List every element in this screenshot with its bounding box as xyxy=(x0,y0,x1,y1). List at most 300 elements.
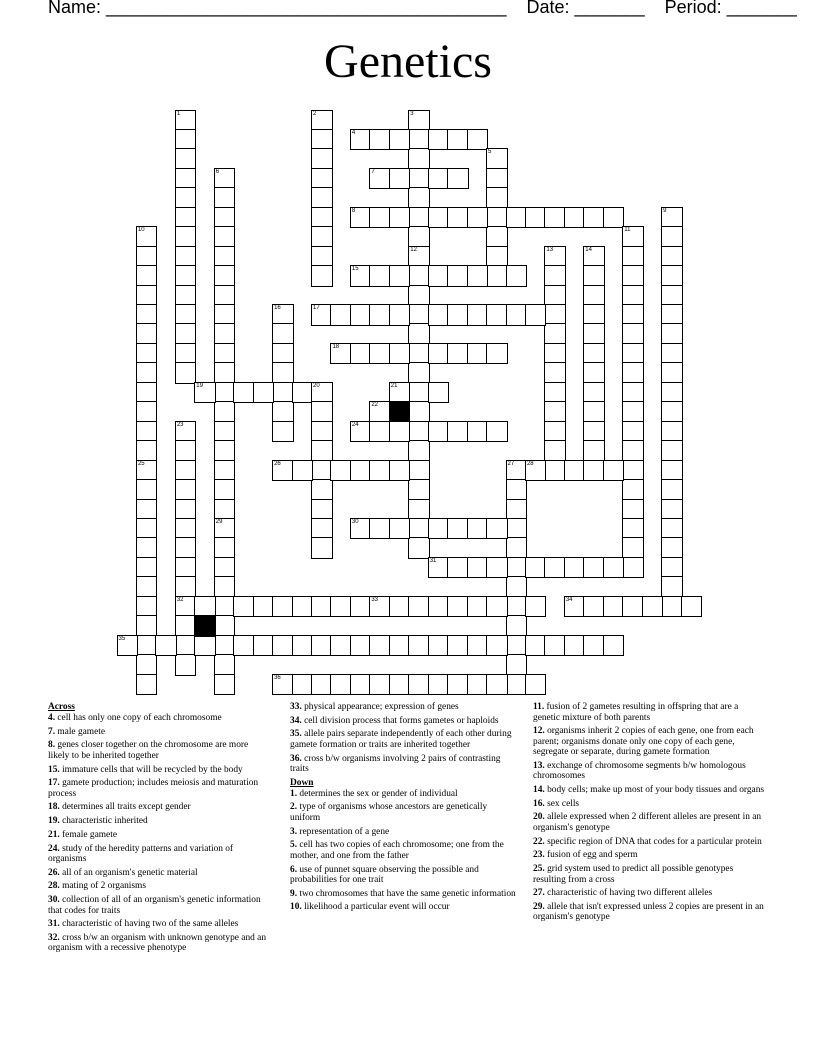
crossword-cell[interactable] xyxy=(272,635,294,657)
crossword-cell[interactable] xyxy=(583,362,605,384)
crossword-cell[interactable] xyxy=(136,576,158,598)
crossword-cell[interactable] xyxy=(136,596,158,618)
crossword-cell[interactable] xyxy=(272,421,294,443)
crossword-cell[interactable] xyxy=(447,518,469,540)
crossword-cell[interactable] xyxy=(311,246,333,268)
crossword-cell[interactable] xyxy=(311,148,333,170)
crossword-cell[interactable] xyxy=(583,557,605,579)
crossword-cell[interactable] xyxy=(214,323,236,345)
crossword-cell[interactable] xyxy=(447,343,469,365)
crossword-cell[interactable] xyxy=(428,265,450,287)
crossword-cell[interactable] xyxy=(136,518,158,540)
crossword-cell[interactable] xyxy=(175,148,197,170)
crossword-cell[interactable] xyxy=(272,362,294,384)
crossword-cell[interactable] xyxy=(447,674,469,696)
crossword-cell[interactable] xyxy=(175,110,197,132)
crossword-cell[interactable] xyxy=(214,654,236,676)
crossword-cell[interactable] xyxy=(583,265,605,287)
crossword-cell[interactable] xyxy=(486,148,508,170)
crossword-cell[interactable] xyxy=(408,304,430,326)
crossword-cell[interactable] xyxy=(603,596,625,618)
crossword-cell[interactable] xyxy=(583,382,605,404)
crossword-cell[interactable] xyxy=(175,226,197,248)
crossword-cell[interactable] xyxy=(408,362,430,384)
crossword-cell[interactable] xyxy=(214,421,236,443)
crossword-cell[interactable] xyxy=(214,246,236,268)
crossword-cell[interactable] xyxy=(272,323,294,345)
crossword-cell[interactable] xyxy=(467,129,489,151)
crossword-cell[interactable] xyxy=(583,246,605,268)
crossword-cell[interactable] xyxy=(272,460,294,482)
crossword-cell[interactable] xyxy=(661,207,683,229)
crossword-cell[interactable] xyxy=(369,674,391,696)
crossword-cell[interactable] xyxy=(350,207,372,229)
crossword-cell[interactable] xyxy=(506,654,528,676)
crossword-cell[interactable] xyxy=(272,401,294,423)
crossword-cell[interactable] xyxy=(214,499,236,521)
crossword-cell[interactable] xyxy=(136,674,158,696)
crossword-cell[interactable] xyxy=(350,343,372,365)
crossword-cell[interactable] xyxy=(389,518,411,540)
crossword-cell[interactable] xyxy=(233,635,255,657)
crossword-cell[interactable] xyxy=(622,323,644,345)
period-blank[interactable]: _______ xyxy=(726,0,797,17)
crossword-cell[interactable] xyxy=(525,304,547,326)
crossword-cell[interactable] xyxy=(486,168,508,190)
crossword-cell[interactable] xyxy=(214,168,236,190)
crossword-cell[interactable] xyxy=(622,518,644,540)
crossword-cell[interactable] xyxy=(369,304,391,326)
crossword-cell[interactable] xyxy=(330,674,352,696)
crossword-cell[interactable] xyxy=(428,635,450,657)
crossword-cell[interactable] xyxy=(544,207,566,229)
crossword-cell[interactable] xyxy=(467,304,489,326)
crossword-cell[interactable] xyxy=(389,596,411,618)
crossword-cell[interactable] xyxy=(292,382,314,404)
crossword-cell[interactable] xyxy=(525,674,547,696)
crossword-cell[interactable] xyxy=(661,576,683,598)
crossword-cell[interactable] xyxy=(214,518,236,540)
crossword-cell[interactable] xyxy=(311,129,333,151)
crossword-cell[interactable] xyxy=(447,168,469,190)
crossword-cell[interactable] xyxy=(408,187,430,209)
crossword-cell[interactable] xyxy=(311,226,333,248)
crossword-cell[interactable] xyxy=(350,635,372,657)
crossword-cell[interactable] xyxy=(661,518,683,540)
crossword-cell[interactable] xyxy=(369,421,391,443)
crossword-cell[interactable] xyxy=(525,635,547,657)
crossword-cell[interactable] xyxy=(661,479,683,501)
crossword-cell[interactable] xyxy=(506,499,528,521)
crossword-cell[interactable] xyxy=(311,440,333,462)
crossword-cell[interactable] xyxy=(408,421,430,443)
crossword-cell[interactable] xyxy=(117,635,139,657)
crossword-cell[interactable] xyxy=(447,557,469,579)
crossword-cell[interactable] xyxy=(661,499,683,521)
crossword-cell[interactable] xyxy=(311,479,333,501)
crossword-cell[interactable] xyxy=(175,168,197,190)
crossword-cell[interactable] xyxy=(175,343,197,365)
crossword-cell[interactable] xyxy=(622,440,644,462)
crossword-cell[interactable] xyxy=(622,343,644,365)
crossword-cell[interactable] xyxy=(194,382,216,404)
crossword-cell[interactable] xyxy=(389,168,411,190)
crossword-cell[interactable] xyxy=(467,518,489,540)
crossword-cell[interactable] xyxy=(272,304,294,326)
date-blank[interactable]: _______ xyxy=(574,0,645,17)
crossword-cell[interactable] xyxy=(622,499,644,521)
crossword-cell[interactable] xyxy=(544,304,566,326)
crossword-cell[interactable] xyxy=(506,518,528,540)
crossword-cell[interactable] xyxy=(311,168,333,190)
crossword-cell[interactable] xyxy=(506,596,528,618)
crossword-cell[interactable] xyxy=(603,207,625,229)
name-blank[interactable]: ________________________________________ xyxy=(106,0,507,17)
crossword-cell[interactable] xyxy=(136,460,158,482)
crossword-cell[interactable] xyxy=(408,110,430,132)
crossword-cell[interactable] xyxy=(175,304,197,326)
crossword-cell[interactable] xyxy=(136,401,158,423)
crossword-cell[interactable] xyxy=(544,401,566,423)
crossword-cell[interactable] xyxy=(350,129,372,151)
crossword-cell[interactable] xyxy=(214,537,236,559)
crossword-cell[interactable] xyxy=(214,674,236,696)
crossword-cell[interactable] xyxy=(544,246,566,268)
crossword-cell[interactable] xyxy=(175,421,197,443)
crossword-cell[interactable] xyxy=(486,304,508,326)
crossword-cell[interactable] xyxy=(661,440,683,462)
crossword-cell[interactable] xyxy=(661,557,683,579)
crossword-cell[interactable] xyxy=(408,635,430,657)
crossword-cell[interactable] xyxy=(311,499,333,521)
crossword-cell[interactable] xyxy=(175,596,197,618)
crossword-cell[interactable] xyxy=(583,460,605,482)
crossword-cell[interactable] xyxy=(506,479,528,501)
crossword-cell[interactable] xyxy=(311,674,333,696)
crossword-cell[interactable] xyxy=(583,323,605,345)
crossword-cell[interactable] xyxy=(661,362,683,384)
crossword-cell[interactable] xyxy=(136,265,158,287)
crossword-cell[interactable] xyxy=(175,207,197,229)
crossword-cell[interactable] xyxy=(136,499,158,521)
crossword-cell[interactable] xyxy=(622,246,644,268)
crossword-cell[interactable] xyxy=(136,440,158,462)
crossword-cell[interactable] xyxy=(214,615,236,637)
crossword-cell[interactable] xyxy=(467,635,489,657)
crossword-cell[interactable] xyxy=(428,596,450,618)
crossword-cell[interactable] xyxy=(350,421,372,443)
crossword-cell[interactable] xyxy=(447,207,469,229)
crossword-cell[interactable] xyxy=(486,674,508,696)
crossword-cell[interactable] xyxy=(467,343,489,365)
crossword-cell[interactable] xyxy=(389,421,411,443)
crossword-cell[interactable] xyxy=(253,596,275,618)
crossword-cell[interactable] xyxy=(369,518,391,540)
crossword-cell[interactable] xyxy=(194,635,216,657)
crossword-cell[interactable] xyxy=(311,518,333,540)
crossword-cell[interactable] xyxy=(583,207,605,229)
crossword-cell[interactable] xyxy=(544,635,566,657)
crossword-cell[interactable] xyxy=(467,421,489,443)
crossword-cell[interactable] xyxy=(311,421,333,443)
crossword-cell[interactable] xyxy=(622,401,644,423)
crossword-cell[interactable] xyxy=(583,285,605,307)
crossword-cell[interactable] xyxy=(408,207,430,229)
crossword-cell[interactable] xyxy=(136,362,158,384)
crossword-cell[interactable] xyxy=(330,304,352,326)
crossword-cell[interactable] xyxy=(389,382,411,404)
crossword-cell[interactable] xyxy=(603,460,625,482)
crossword-cell[interactable] xyxy=(369,460,391,482)
crossword-cell[interactable] xyxy=(253,382,275,404)
crossword-cell[interactable] xyxy=(506,576,528,598)
crossword-cell[interactable] xyxy=(389,265,411,287)
crossword-cell[interactable] xyxy=(408,440,430,462)
crossword-cell[interactable] xyxy=(544,323,566,345)
crossword-cell[interactable] xyxy=(408,246,430,268)
crossword-cell[interactable] xyxy=(350,596,372,618)
crossword-cell[interactable] xyxy=(486,207,508,229)
crossword-cell[interactable] xyxy=(408,285,430,307)
crossword-cell[interactable] xyxy=(175,285,197,307)
crossword-cell[interactable] xyxy=(622,596,644,618)
crossword-cell[interactable] xyxy=(661,304,683,326)
crossword-cell[interactable] xyxy=(506,674,528,696)
crossword-cell[interactable] xyxy=(486,187,508,209)
crossword-cell[interactable] xyxy=(136,382,158,404)
crossword-cell[interactable] xyxy=(486,265,508,287)
crossword-cell[interactable] xyxy=(214,596,236,618)
crossword-cell[interactable] xyxy=(428,129,450,151)
crossword-cell[interactable] xyxy=(428,343,450,365)
crossword-cell[interactable] xyxy=(447,265,469,287)
crossword-cell[interactable] xyxy=(175,246,197,268)
crossword-cell[interactable] xyxy=(467,265,489,287)
crossword-cell[interactable] xyxy=(369,265,391,287)
crossword-cell[interactable] xyxy=(175,265,197,287)
crossword-cell[interactable] xyxy=(428,382,450,404)
crossword-cell[interactable] xyxy=(311,265,333,287)
crossword-cell[interactable] xyxy=(544,460,566,482)
crossword-cell[interactable] xyxy=(447,304,469,326)
crossword-cell[interactable] xyxy=(389,129,411,151)
crossword-cell[interactable] xyxy=(175,615,197,637)
crossword-cell[interactable] xyxy=(408,499,430,521)
crossword-cell[interactable] xyxy=(544,343,566,365)
crossword-cell[interactable] xyxy=(311,460,333,482)
crossword-cell[interactable] xyxy=(603,557,625,579)
crossword-cell[interactable] xyxy=(408,226,430,248)
crossword-cell[interactable] xyxy=(544,362,566,384)
crossword-cell[interactable] xyxy=(661,596,683,618)
crossword-cell[interactable] xyxy=(175,537,197,559)
crossword-cell[interactable] xyxy=(661,460,683,482)
crossword-cell[interactable] xyxy=(506,207,528,229)
crossword-cell[interactable] xyxy=(233,596,255,618)
crossword-cell[interactable] xyxy=(175,499,197,521)
crossword-cell[interactable] xyxy=(175,635,197,657)
crossword-cell[interactable] xyxy=(175,479,197,501)
crossword-cell[interactable] xyxy=(506,265,528,287)
crossword-cell[interactable] xyxy=(506,635,528,657)
crossword-cell[interactable] xyxy=(350,265,372,287)
crossword-cell[interactable] xyxy=(583,401,605,423)
crossword-cell[interactable] xyxy=(214,557,236,579)
crossword-cell[interactable] xyxy=(311,207,333,229)
crossword-cell[interactable] xyxy=(214,187,236,209)
crossword-cell[interactable] xyxy=(175,129,197,151)
crossword-cell[interactable] xyxy=(564,557,586,579)
crossword-cell[interactable] xyxy=(136,421,158,443)
crossword-cell[interactable] xyxy=(330,460,352,482)
crossword-cell[interactable] xyxy=(622,460,644,482)
crossword-cell[interactable] xyxy=(136,323,158,345)
crossword-cell[interactable] xyxy=(311,110,333,132)
crossword-cell[interactable] xyxy=(583,596,605,618)
crossword-cell[interactable] xyxy=(389,304,411,326)
crossword-cell[interactable] xyxy=(603,635,625,657)
crossword-cell[interactable] xyxy=(622,226,644,248)
crossword-cell[interactable] xyxy=(214,401,236,423)
crossword-cell[interactable] xyxy=(622,557,644,579)
crossword-cell[interactable] xyxy=(486,226,508,248)
crossword-cell[interactable] xyxy=(661,401,683,423)
crossword-cell[interactable] xyxy=(214,479,236,501)
crossword-cell[interactable] xyxy=(292,596,314,618)
crossword-cell[interactable] xyxy=(408,265,430,287)
crossword-cell[interactable] xyxy=(408,537,430,559)
crossword-cell[interactable] xyxy=(486,635,508,657)
crossword-cell[interactable] xyxy=(155,635,177,657)
crossword-cell[interactable] xyxy=(506,460,528,482)
crossword-cell[interactable] xyxy=(622,362,644,384)
crossword-cell[interactable] xyxy=(544,421,566,443)
crossword-cell[interactable] xyxy=(428,168,450,190)
crossword-cell[interactable] xyxy=(233,382,255,404)
crossword-cell[interactable] xyxy=(583,421,605,443)
crossword-cell[interactable] xyxy=(428,421,450,443)
crossword-cell[interactable] xyxy=(564,635,586,657)
crossword-cell[interactable] xyxy=(544,382,566,404)
crossword-cell[interactable] xyxy=(214,265,236,287)
crossword-cell[interactable] xyxy=(311,382,333,404)
crossword-cell[interactable] xyxy=(311,537,333,559)
crossword-cell[interactable] xyxy=(136,635,158,657)
crossword-cell[interactable] xyxy=(486,246,508,268)
crossword-cell[interactable] xyxy=(272,674,294,696)
crossword-cell[interactable] xyxy=(175,576,197,598)
crossword-cell[interactable] xyxy=(408,382,430,404)
crossword-cell[interactable] xyxy=(661,226,683,248)
crossword-cell[interactable] xyxy=(408,323,430,345)
crossword-cell[interactable] xyxy=(175,440,197,462)
crossword-cell[interactable] xyxy=(136,246,158,268)
crossword-cell[interactable] xyxy=(214,226,236,248)
crossword-cell[interactable] xyxy=(292,635,314,657)
crossword-cell[interactable] xyxy=(272,382,294,404)
crossword-cell[interactable] xyxy=(583,440,605,462)
crossword-cell[interactable] xyxy=(175,654,197,676)
crossword-cell[interactable] xyxy=(136,537,158,559)
crossword-cell[interactable] xyxy=(136,304,158,326)
crossword-cell[interactable] xyxy=(389,343,411,365)
crossword-cell[interactable] xyxy=(330,635,352,657)
crossword-cell[interactable] xyxy=(292,460,314,482)
crossword-cell[interactable] xyxy=(544,265,566,287)
crossword-cell[interactable] xyxy=(506,537,528,559)
crossword-cell[interactable] xyxy=(350,304,372,326)
crossword-cell[interactable] xyxy=(311,596,333,618)
crossword-cell[interactable] xyxy=(214,285,236,307)
crossword-cell[interactable] xyxy=(525,557,547,579)
crossword-cell[interactable] xyxy=(622,265,644,287)
crossword-cell[interactable] xyxy=(292,674,314,696)
crossword-cell[interactable] xyxy=(408,674,430,696)
crossword-cell[interactable] xyxy=(389,674,411,696)
crossword-cell[interactable] xyxy=(467,557,489,579)
crossword-cell[interactable] xyxy=(214,460,236,482)
crossword-cell[interactable] xyxy=(486,421,508,443)
crossword-cell[interactable] xyxy=(389,460,411,482)
crossword-cell[interactable] xyxy=(486,596,508,618)
crossword-cell[interactable] xyxy=(428,304,450,326)
crossword-cell[interactable] xyxy=(136,226,158,248)
crossword-cell[interactable] xyxy=(467,674,489,696)
crossword-cell[interactable] xyxy=(428,207,450,229)
crossword-cell[interactable] xyxy=(661,421,683,443)
crossword-cell[interactable] xyxy=(214,304,236,326)
crossword-cell[interactable] xyxy=(622,304,644,326)
crossword-cell[interactable] xyxy=(583,304,605,326)
crossword-cell[interactable] xyxy=(564,596,586,618)
crossword-cell[interactable] xyxy=(681,596,703,618)
crossword-cell[interactable] xyxy=(428,557,450,579)
crossword-cell[interactable] xyxy=(661,323,683,345)
crossword-cell[interactable] xyxy=(369,635,391,657)
crossword-cell[interactable] xyxy=(389,207,411,229)
crossword-cell[interactable] xyxy=(661,382,683,404)
crossword-cell[interactable] xyxy=(642,596,664,618)
crossword-cell[interactable] xyxy=(311,401,333,423)
crossword-cell[interactable] xyxy=(622,537,644,559)
crossword-cell[interactable] xyxy=(350,460,372,482)
crossword-cell[interactable] xyxy=(136,557,158,579)
crossword-cell[interactable] xyxy=(408,596,430,618)
crossword-cell[interactable] xyxy=(272,343,294,365)
crossword-cell[interactable] xyxy=(467,207,489,229)
crossword-cell[interactable] xyxy=(661,537,683,559)
crossword-cell[interactable] xyxy=(253,635,275,657)
crossword-cell[interactable] xyxy=(408,148,430,170)
crossword-cell[interactable] xyxy=(661,343,683,365)
crossword-cell[interactable] xyxy=(369,401,391,423)
crossword-cell[interactable] xyxy=(408,479,430,501)
crossword-cell[interactable] xyxy=(369,168,391,190)
crossword-cell[interactable] xyxy=(506,615,528,637)
crossword-cell[interactable] xyxy=(214,362,236,384)
crossword-cell[interactable] xyxy=(564,460,586,482)
crossword-cell[interactable] xyxy=(544,557,566,579)
crossword-cell[interactable] xyxy=(311,304,333,326)
crossword-cell[interactable] xyxy=(408,460,430,482)
crossword-cell[interactable] xyxy=(136,479,158,501)
crossword-cell[interactable] xyxy=(661,285,683,307)
crossword-cell[interactable] xyxy=(330,343,352,365)
crossword-cell[interactable] xyxy=(447,421,469,443)
crossword-cell[interactable] xyxy=(136,343,158,365)
crossword-cell[interactable] xyxy=(447,635,469,657)
crossword-cell[interactable] xyxy=(467,596,489,618)
